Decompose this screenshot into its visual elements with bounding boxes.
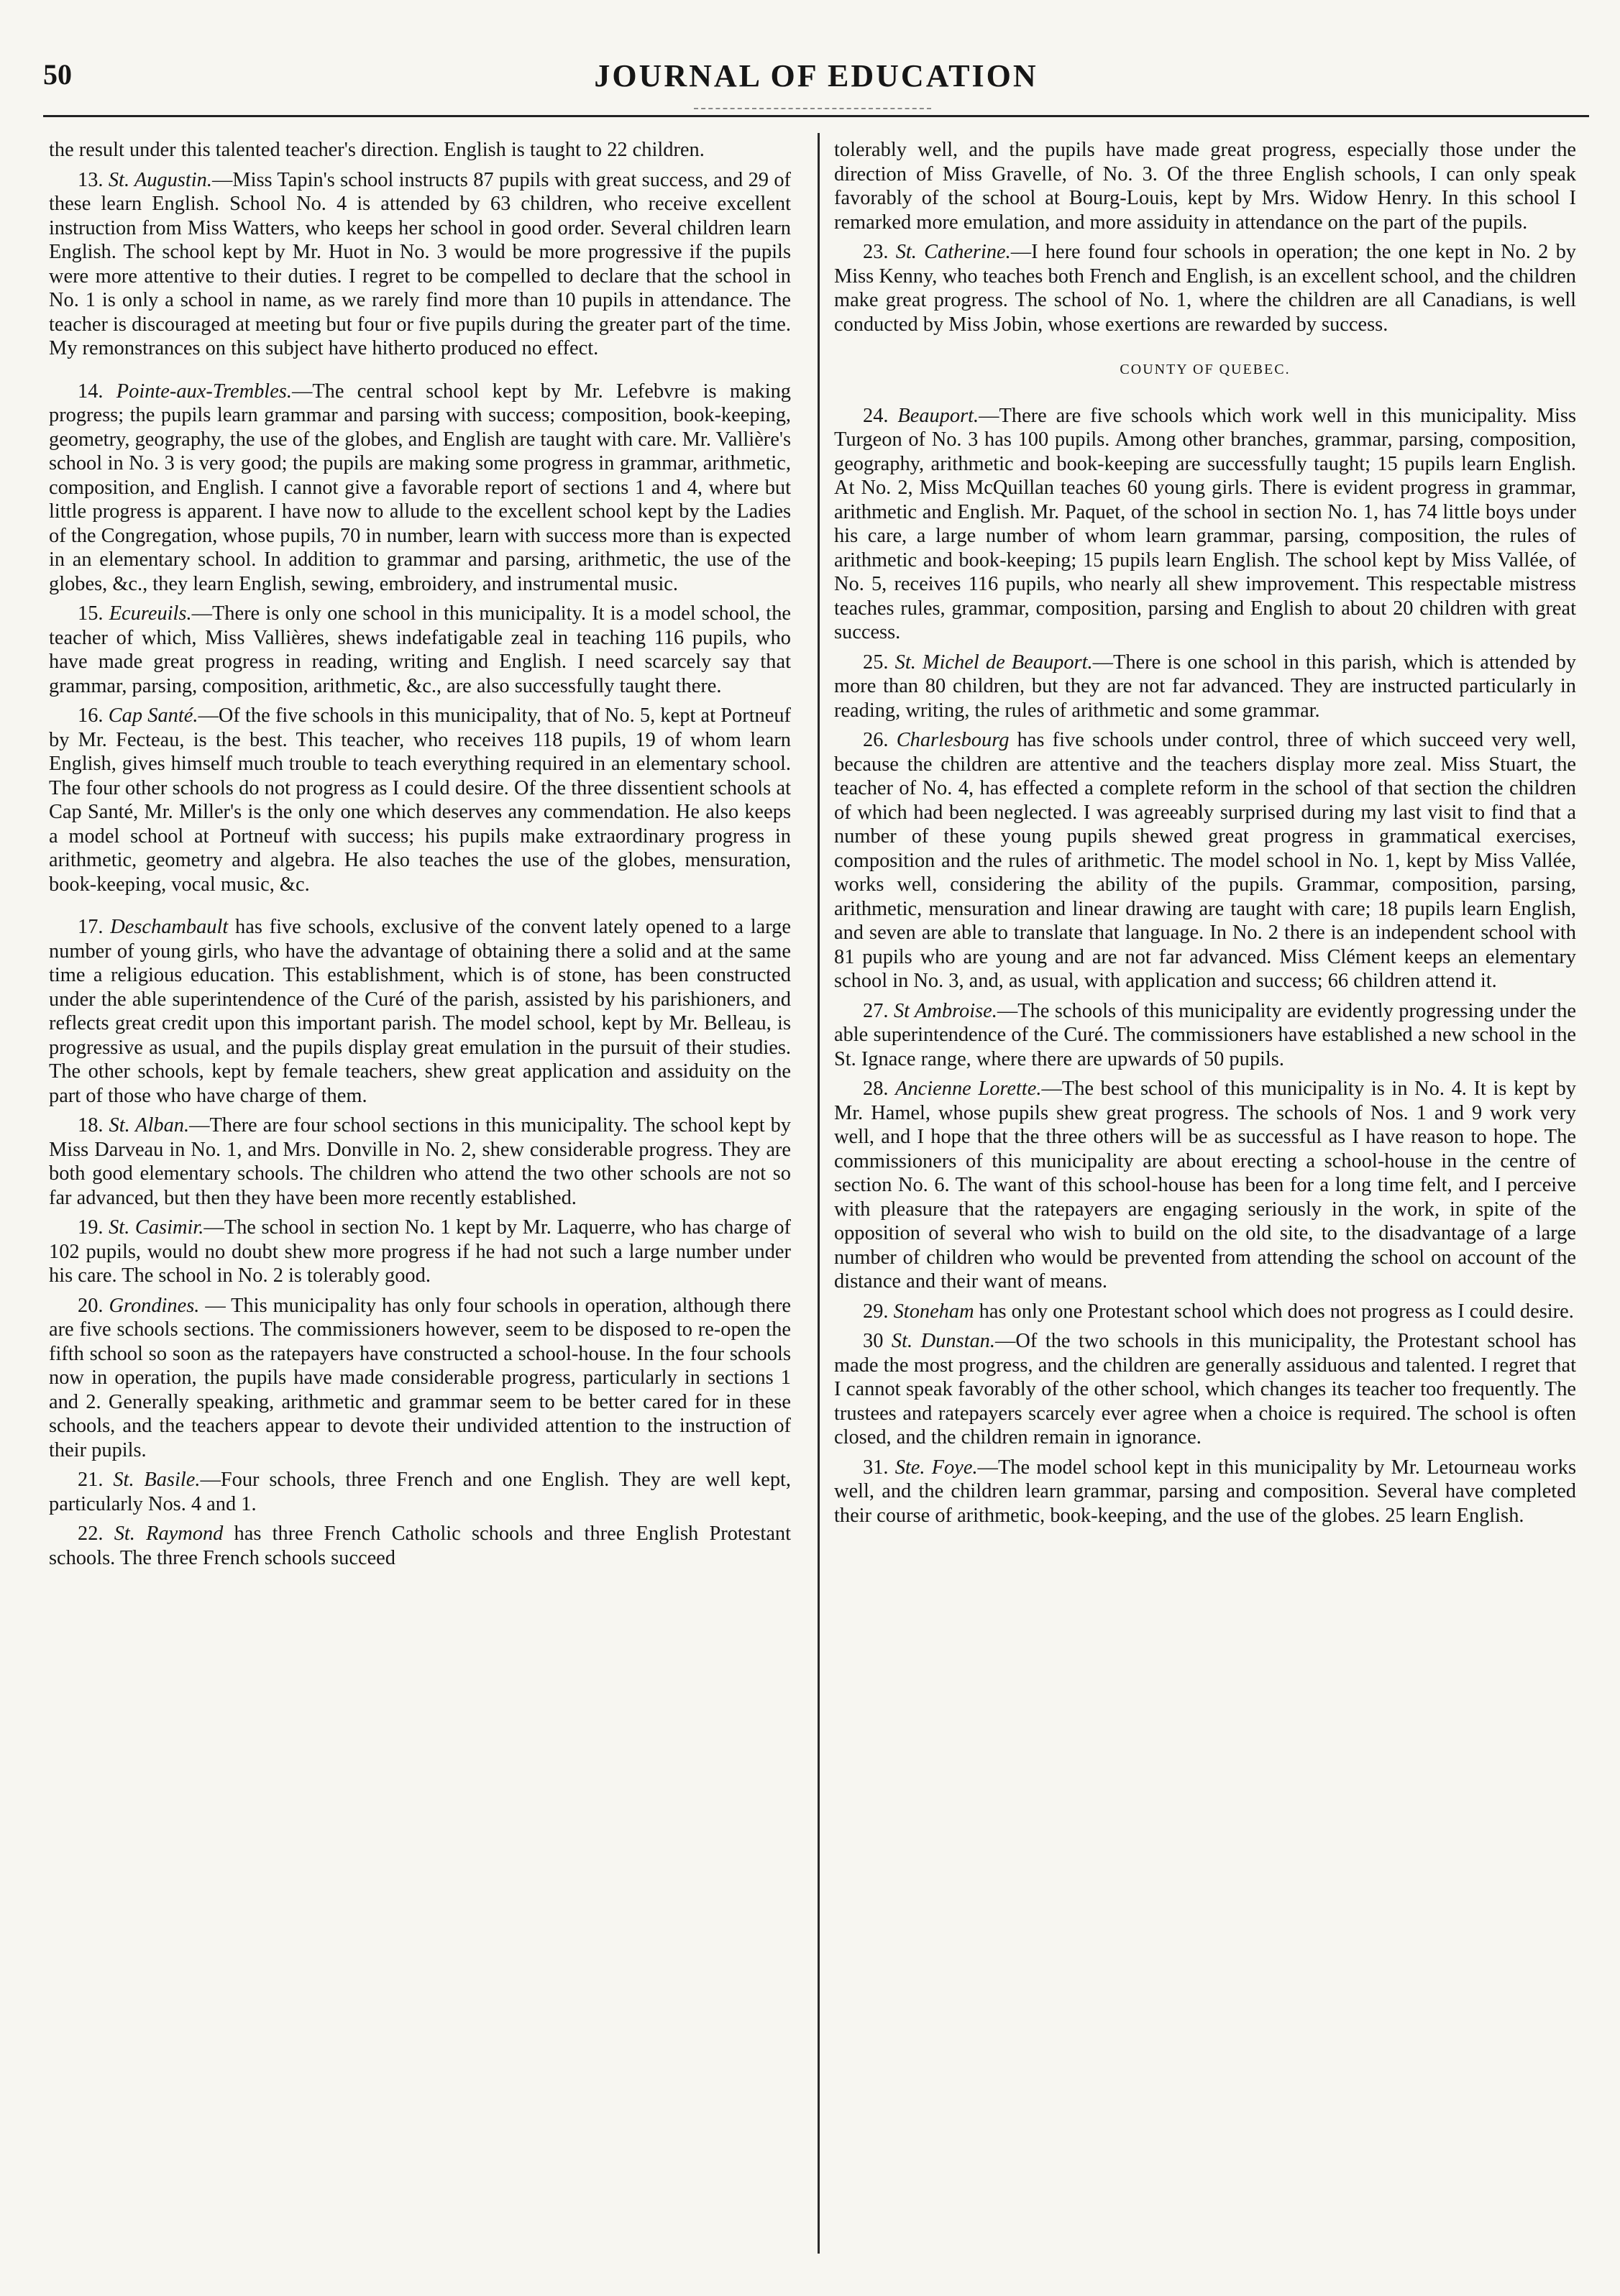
journal-title: JOURNAL OF EDUCATION [594, 58, 1038, 93]
fold-crease [694, 108, 931, 109]
paragraph-continued: tolerably well, and the pupils have made great progress, especially those under the direction of Miss Gravelle, of No. 3. Of the three English schools, I can only speak favorably of the school at Bourg-Louis, kept by Mrs. Widow Henry. In this school I remarked more emulation, and more assiduity in attendance on the part of the pupils. [834, 139, 1576, 234]
entry-16-cap-sante: 16. Cap Santé.—Of the five schools in this municipality, that of No. 5, kept at Portneuf by Mr. Fecteau, is the best. This teacher, who receives 118 pupils, 19 of whom learn English, gives himself much trouble to teach everything required in an elementary school. The four other schools do not progress as I could desire. Of the three dissentient schools at Cap Santé, Mr. Miller's is the only one which deserves any commendation. He also keeps a model school at Portneuf with success; his pupils make extraordinary progress in arithmetic, geometry and algebra. He also teaches the use of the globes, mensuration, book-keeping, vocal music, &c. [49, 704, 791, 896]
entry-22-st-raymond: 22. St. Raymond has three French Catholic schools and three English Protestant schools. The three French schools succeed [49, 1523, 791, 1569]
entry-29-stoneham: 29. Stoneham has only one Protestant school which does not progress as I could desire. [863, 1300, 1574, 1323]
entry-20-grondines: 20. Grondines. — This municipality has only four schools in operation, although there are five schools sections. The commissioners however, seem to be disposed to re-open the fifth school so soon as the ratepayers have constructed a school-house. In the four schools now in operation, the pupils have made considerable progress, particularly in sections 1 and 2. Generally speaking, arithmetic and grammar seem to be better cared for in these schools, and the teachers appear to devote their undivided attention to the instruction of their pupils. [49, 1294, 791, 1461]
page-number: 50 [43, 58, 72, 91]
left-column [49, 138, 791, 2259]
entry-19-st-casimir: 19. St. Casimir.—The school in section No. 1 kept by Mr. Laquerre, who has charge of 102 pupils, would no doubt shew more progress if he had not such a large number under his care. The school in No. 2 is tolerably good. [49, 1216, 791, 1287]
entry-26-charlesbourg: 26. Charlesbourg has five schools under control, three of which succeed very well, because the children are attentive and the teachers display more zeal. Miss Stuart, the teacher of No. 4, has effected a complete reform in the school of that section the children of which had been neglected. I was agreeably surprised during my last visit to find that a number of these young pupils shewed great progress in grammatical exercises, composition and the rules of arithmetic. The model school in No. 1, kept by Miss Vallée, works well, considering the ability of the pupils. Grammar, composition, parsing, arithmetic, mensuration and linear drawing are taught with care; 18 pupils learn English, and seven are able to translate that language. In No. 2 there is an independent school with 81 pupils who are young and are not far advanced. Miss Clément keeps an elementary school in No. 3, and, as usual, with application and success; 66 children attend it. [834, 729, 1576, 992]
entry-17-deschambault: 17. Deschambault has five schools, exclusive of the convent lately opened to a large number of young girls, who have the advantage of obtaining there a solid and at the same time a religious education. This establishment, which is of stone, has been constructed under the able superintendence of the Curé of the parish, assisted by his parishioners, and reflects great credit upon this important parish. The model school, kept by Mr. Belleau, is progressive as usual, and the pupils display great emulation in the pursuit of their studies. The other schools, kept by female teachers, shew great application and assiduity on the part of those who have charge of them. [49, 916, 791, 1107]
column-divider [818, 133, 820, 2254]
entry-31-ste-foye: 31. Ste. Foye.—The model school kept in this municipality by Mr. Letourneau works well, and the children learn grammar, parsing and composition. Several have completed their course of arithmetic, book-keeping, and the use of the globes. 25 learn English. [834, 1456, 1576, 1527]
header-rule [43, 115, 1589, 117]
entry-15-ecureuils: 15. Ecureuils.—There is only one school in this municipality. It is a model school, the teacher of which, Miss Vallières, shews indefatigable zeal in teaching 116 pupils, who have made great progress in reading, writing and English. I need scarcely say that grammar, parsing, composition, arithmetic, &c., are also successfully taught there. [49, 602, 791, 697]
right-column [834, 138, 1576, 2259]
entry-28-ancienne-lorette: 28. Ancienne Lorette.—The best school of this municipality is in No. 4. It is kept by Mr. Hamel, whose pupils shew great progress. The schools of Nos. 1 and 9 work very well, and I hope that the three others will be as successful as I have reason to hope. The commissioners of this municipality are about erecting a school-house in the centre of section No. 6. The want of this school-house has been for a long time felt, and I perceive with pleasure that the ratepayers are engaging seriously in the work, in spite of the opposition of several who wish to build on the old site, to the disadvantage of a large number of children who would be prevented from attending the school on account of the distance and their want of means. [834, 1078, 1576, 1292]
entry-14-pointe-aux-trembles: 14. Pointe-aux-Trembles.—The central school kept by Mr. Lefebvre is making progress; the pupils learn grammar and parsing with success; composition, book-keeping, geometry, geography, the use of the globes, and English are taught with care. Mr. Vallière's school in No. 3 is very good; the pupils are making some progress in grammar, arithmetic, composition, and English. I cannot give a favorable report of sections 1 and 4, where but little progress is apparent. I have now to allude to the excellent school kept by the Ladies of the Congregation, whose pupils, 70 in number, learn with success more than is expected in an elementary school. In addition to grammar and parsing, arithmetic, the use of the globes, &c., they learn English, sewing, embroidery, and instrumental music. [49, 380, 791, 595]
entry-23-st-catherine: 23. St. Catherine.—I here found four schools in operation; the one kept in No. 2 by Miss Kenny, who teaches both French and English, is an excellent school, and the children make great progress. The school of No. 1, where the children are all Canadians, is well conducted by Miss Jobin, whose exertions are rewarded by success. [834, 241, 1576, 336]
entry-27-st-ambroise: 27. St Ambroise.—The schools of this municipality are evidently progressing under the able superintendence of the Curé. The commissioners have established a new school in the St. Ignace range, where there are upwards of 50 pupils. [834, 999, 1576, 1070]
entry-13-st-augustin: 13. St. Augustin.—Miss Tapin's school instructs 87 pupils with great success, and 29 of these learn English. School No. 4 is attended by 63 children, who receive excellent instruction from Miss Watters, who keeps her school in good order. Several children learn English. The school kept by Mr. Huot in No. 3 would be more progressive if the pupils were more attentive to their duties. I regret to be compelled to declare that the school in No. 1 is only a school in name, as we rarely find more than 10 pupils in attendance. The teacher is discouraged at meeting but four or five pupils during the greater part of the time. My remonstrances on this subject have hitherto produced no effect. [49, 168, 791, 359]
entry-25-st-michel-de-beauport: 25. St. Michel de Beauport.—There is one school in this parish, which is attended by more than 80 children, but they are not far advanced. They are instructed particularly in reading, writing, the rules of arithmetic and some grammar. [834, 651, 1576, 722]
entry-21-st-basile: 21. St. Basile.—Four schools, three French and one English. They are well kept, particularly Nos. 4 and 1. [49, 1469, 791, 1515]
entry-30-st-dunstan: 30 St. Dunstan.—Of the two schools in this municipality, the Protestant school has made the most progress, and the children are generally assiduous and talented. I regret that I cannot speak favorably of the other school, which changes its teacher too frequently. The trustees and ratepayers scarcely ever agree when a choice is required. The school is often closed, and the children remain in ignorance. [834, 1330, 1576, 1448]
page-header [43, 58, 1589, 108]
paragraph-continued: the result under this talented teacher's direction. English is taught to 22 children. [49, 139, 705, 161]
entry-18-st-alban: 18. St. Alban.—There are four school sections in this municipality. The school kept by Miss Darveau in No. 1, and Mrs. Donville in No. 2, shew considerable progress. They are both good elementary schools. The children who attend the two other schools are not so far advanced, but then they have been more recently established. [49, 1114, 791, 1209]
entry-24-beauport: 24. Beauport.—There are five schools which work well in this municipality. Miss Turgeon of No. 3 has 100 pupils. Among other branches, grammar, parsing, composition, geography, arithmetic and book-keeping are successfully taught; 15 pupils learn English. At No. 2, Miss McQuillan teaches 60 young girls. There is evident progress in grammar, arithmetic and English. Mr. Paquet, of the school in section No. 1, has 74 little boys under his care, a large number of whom learn grammar, parsing, composition, the rules of arithmetic and book-keeping; 15 pupils learn English. The school kept by Miss Vallée, of No. 5, receives 116 pupils, who nearly all shew improvement. This respectable mistress teaches rules, grammar, composition, parsing and English to about 20 children with great success. [834, 404, 1576, 643]
section-heading-county-of-quebec: COUNTY OF QUEBEC. [1120, 362, 1291, 377]
